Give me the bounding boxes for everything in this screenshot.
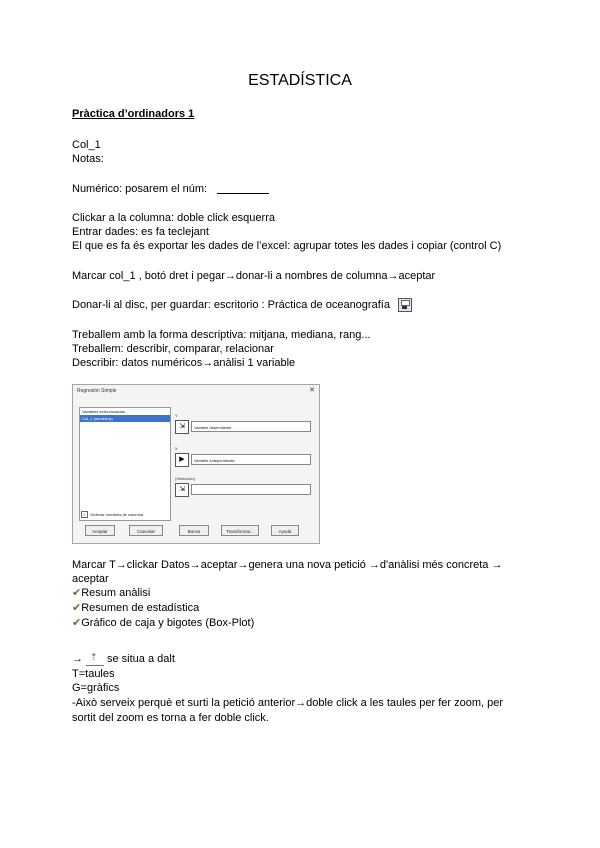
x-select-button[interactable]: ▶: [175, 453, 189, 467]
section-subtitle: Pràctica d’ordinadors 1: [72, 108, 195, 120]
check-icon: ✔: [72, 617, 82, 629]
list-item[interactable]: Variables seleccionadas: [82, 409, 125, 414]
sort-names-checkbox[interactable]: ✓ Ordenar nombres de columna: [82, 512, 144, 517]
text-donar-line: [72, 298, 412, 312]
text-marcar-t1: Marcar T→clickar Datos→aceptar→genera una nova petició →d'anàlisi més concreta →: [72, 559, 503, 571]
checklist-item-3: ✔Gráfico de caja y bigotes (Box-Plot): [72, 617, 255, 629]
text-describir: Describir: datos numéricos→anàlisi 1 variable: [72, 357, 296, 369]
selection-field[interactable]: [191, 484, 311, 495]
text-situa: se situa a dalt: [107, 653, 175, 665]
text-col: Col_1: [72, 139, 101, 151]
accept-button[interactable]: Aceptar: [85, 525, 115, 536]
checklist-item-2: ✔Resumen de estadística: [72, 602, 200, 614]
checklist-item-1: ✔Resum anàlisi: [72, 587, 151, 599]
text-marcar-col: Marcar col_1 , botó dret i pegar→donar-li a nombres de columna→aceptar: [72, 270, 436, 282]
blank-underline: [217, 185, 269, 194]
text-aixo1: -Això serveix perquè et surti la petició anterior→doble click a les taules per fer zoom, per: [72, 697, 504, 709]
text-exportar: El que es fa és exportar les dades de l’excel: agrupar totes les dades i copiar (control C): [72, 240, 502, 252]
text-numeric-line: [72, 182, 269, 196]
save-disk-icon: [398, 298, 412, 312]
text-clickar: Clickar a la columna: doble click esquerra: [72, 212, 275, 224]
move-up-icon: [86, 653, 104, 666]
y-label: Y: [175, 413, 178, 418]
check-icon: ✔: [72, 587, 82, 599]
text-treballem2: Treballem: describir, comparar, relacionar: [72, 343, 274, 355]
text-treballem1: Treballem amb la forma descriptiva: mitjana, mediana, rang...: [72, 329, 371, 341]
close-icon[interactable]: ✕: [309, 387, 315, 394]
text-entrar: Entrar dades: es fa teclejant: [72, 226, 209, 238]
page-title: ESTADÍSTICA: [248, 72, 352, 89]
y-select-button[interactable]: ⇲: [175, 420, 189, 434]
selection-button[interactable]: ⇲: [175, 483, 189, 497]
text-grafics: G=gràfics: [72, 682, 120, 694]
transform-button[interactable]: Transformar...: [221, 525, 259, 536]
text-situa-line: →⇡ se situa a dalt: [72, 652, 175, 666]
text-aixo2: sortit del zoom es torna a fer doble click.: [72, 712, 269, 724]
selection-label: (Selección): [175, 476, 196, 481]
list-item[interactable]: Col_1 (numérica): [80, 415, 170, 422]
help-button[interactable]: Ayuda: [271, 525, 299, 536]
check-icon: ✔: [72, 602, 82, 614]
x-label: X: [175, 446, 178, 451]
clear-button[interactable]: Borrar: [179, 525, 209, 536]
text-numeric: Numérico: posarem el núm:: [72, 183, 208, 195]
y-field[interactable]: Variable dependiente: [191, 421, 311, 432]
dialog-title: Regresión Simple: [77, 388, 117, 394]
regression-dialog: [72, 384, 320, 544]
cancel-button[interactable]: Cancelar: [129, 525, 163, 536]
text-taules: T=taules: [72, 668, 115, 680]
variable-list[interactable]: [79, 407, 171, 521]
text-donar: Donar-li al disc, per guardar: escritorio : Práctica de oceanografía: [72, 299, 390, 311]
text-notas: Notas:: [72, 153, 104, 165]
text-marcar-t2: aceptar: [72, 573, 109, 585]
x-field[interactable]: Variable independiente: [191, 454, 311, 465]
